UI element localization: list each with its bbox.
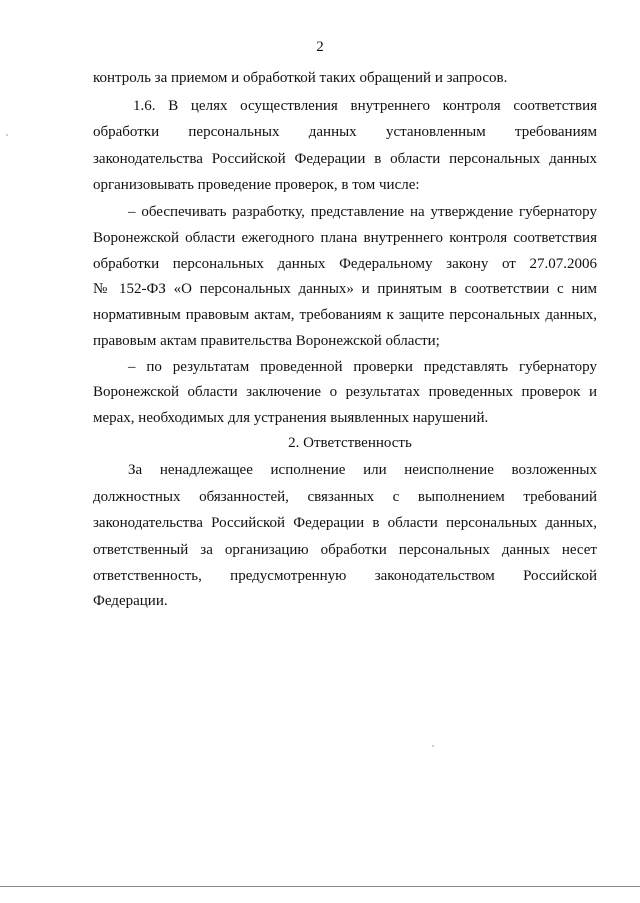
- text-line: – по результатам проведенной проверки представлять губернатору: [128, 359, 597, 375]
- text-line: – обеспечивать разработку, представление на утверждение губернатору: [128, 204, 597, 220]
- text-line: организовывать проведение проверок, в том числе:: [93, 177, 420, 193]
- text-line: За ненадлежащее исполнение или неисполнение возложенных: [128, 462, 597, 478]
- scan-speck: [432, 745, 434, 747]
- text-line: обработки персональных данных установленным требованиям: [93, 124, 597, 140]
- scan-speck: [6, 134, 8, 136]
- text-line: правовым актам правительства Воронежской области;: [93, 333, 440, 349]
- text-line: контроль за приемом и обработкой таких обращений и запросов.: [93, 70, 508, 86]
- text-line: ответственность, предусмотренную законодательством Российской: [93, 568, 597, 584]
- page-number: 2: [316, 39, 324, 55]
- text-line: мерах, необходимых для устранения выявленных нарушений.: [93, 410, 489, 426]
- text-line: законодательства Российской Федерации в области персональных данных,: [93, 515, 597, 531]
- text-line: ответственный за организацию обработки персональных данных несет: [93, 542, 597, 558]
- text-line: Воронежской области ежегодного плана внутреннего контроля соответствия: [93, 230, 597, 246]
- text-line: законодательства Российской Федерации в области персональных данных: [93, 151, 597, 167]
- text-line: Федерации.: [93, 593, 168, 609]
- section-heading: 2. Ответственность: [288, 435, 412, 451]
- text-line: нормативным правовым актам, требованиям к защите персональных данных,: [93, 307, 597, 323]
- text-line: должностных обязанностей, связанных с выполнением требований: [93, 489, 597, 505]
- text-line: Воронежской области заключение о результатах проведенных проверок и: [93, 384, 597, 400]
- text-line: 1.6. В целях осуществления внутреннего контроля соответствия: [133, 98, 597, 114]
- text-line: № 152-ФЗ «О персональных данных» и принятым в соответствии с ним: [93, 281, 597, 297]
- scan-edge-line: [0, 886, 640, 887]
- text-line: обработки персональных данных Федеральному закону от 27.07.2006: [93, 256, 597, 272]
